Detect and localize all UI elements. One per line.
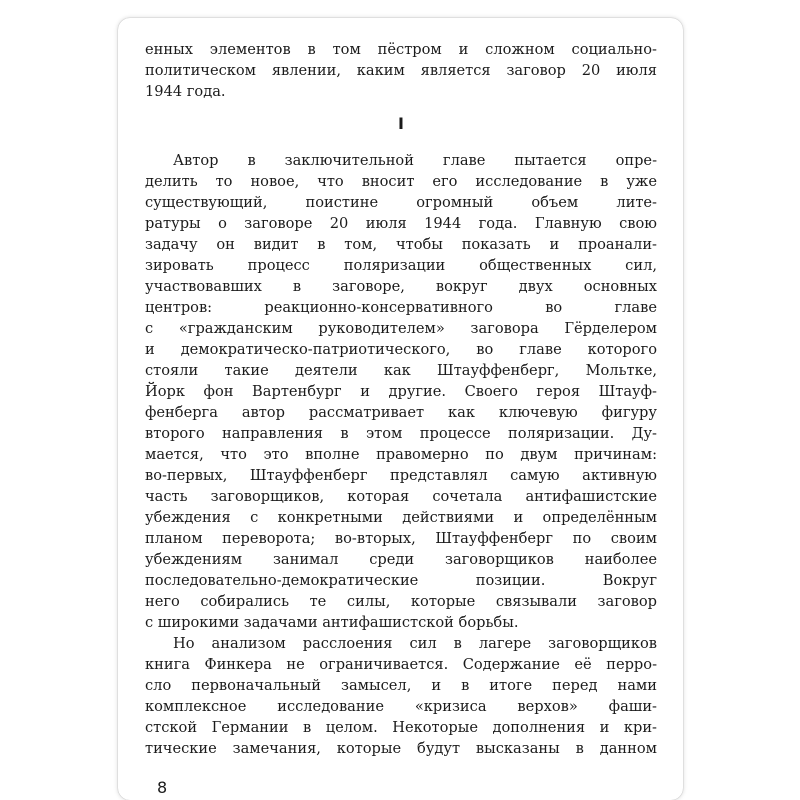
text-line: мается, что это вполне правомерно по двум причинам:	[145, 446, 657, 463]
chapter-heading: I	[398, 114, 404, 133]
text-line: книга Финкера не ограничивается. Содержание её перро-	[145, 656, 657, 673]
text-line: политическом явлении, каким является заговор 20 июля	[145, 62, 657, 79]
text-line: 1944 года.	[145, 83, 226, 100]
text-line: с широкими задачами антифашистской борьбы.	[145, 614, 519, 631]
text-line: енных элементов в том пёстром и сложном социально-	[145, 41, 657, 58]
text-line: стояли такие деятели как Штауффенберг, Мольтке,	[145, 362, 657, 379]
text-line: него собирались те силы, которые связывали заговор	[145, 593, 657, 610]
text-line: стской Германии в целом. Некоторые дополнения и кри-	[145, 719, 657, 736]
book-page	[118, 18, 683, 800]
text-line: Автор в заключительной главе пытается опре-	[173, 152, 657, 169]
text-line: последовательно-демократические позиции. Вокруг	[145, 572, 657, 589]
paragraph-2	[145, 633, 657, 759]
text-line: во-первых, Штауффенберг представлял самую активную	[145, 467, 657, 484]
text-line: участвовавших в заговоре, вокруг двух основных	[145, 278, 657, 295]
text-line: тические замечания, которые будут высказаны в данном	[145, 740, 657, 757]
text-line: второго направления в этом процессе поляризации. Ду-	[145, 425, 657, 442]
text-line: часть заговорщиков, которая сочетала антифашистские	[145, 488, 657, 505]
text-line: ратуры о заговоре 20 июля 1944 года. Главную свою	[145, 215, 657, 232]
text-line: планом переворота; во-вторых, Штауффенберг по своим	[145, 530, 657, 547]
text-line: и демократическо-патриотического, во главе которого	[145, 341, 657, 358]
text-line: центров: реакционно-консервативного во главе	[145, 299, 657, 316]
page-number: 8	[157, 778, 168, 797]
page-text	[145, 39, 657, 759]
text-line: фенберга автор рассматривает как ключевую фигуру	[145, 404, 657, 421]
paragraph-1	[145, 150, 657, 633]
text-line: убеждения с конкретными действиями и определённым	[145, 509, 657, 526]
text-line: делить то новое, что вносит его исследование в уже	[145, 173, 657, 190]
text-line: убеждениям занимал среди заговорщиков наиболее	[145, 551, 657, 568]
text-line: Но анализом расслоения сил в лагере заговорщиков	[173, 635, 657, 652]
text-line: существующий, поистине огромный объем лите-	[145, 194, 657, 211]
text-line: сло первоначальный замысел, и в итоге перед нами	[145, 677, 657, 694]
text-line: Йорк фон Вартенбург и другие. Своего героя Штауф-	[145, 383, 657, 400]
text-line: зировать процесс поляризации общественных сил,	[145, 257, 657, 274]
text-line: задачу он видит в том, чтобы показать и проанали-	[145, 236, 657, 253]
text-line: с «гражданским руководителем» заговора Гёрделером	[145, 320, 657, 337]
text-line: комплексное исследование «кризиса верхов» фаши-	[145, 698, 657, 715]
top-paragraph-fragment	[145, 39, 657, 102]
